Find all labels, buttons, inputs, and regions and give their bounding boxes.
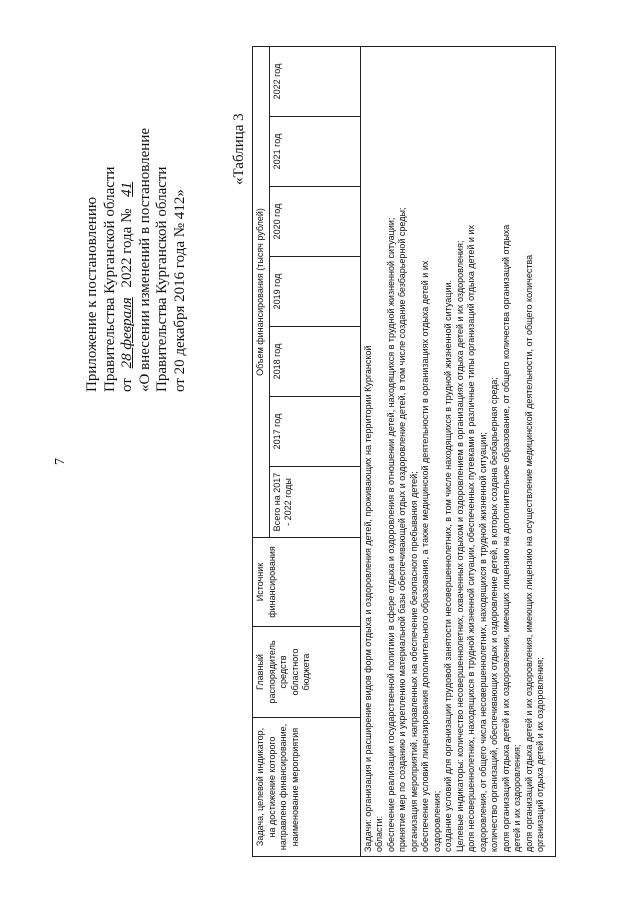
task-line: обеспечение условий лицензирования дополнительного образования, а также медицинской деятельности в организациях отдыха детей и их — [420, 260, 430, 852]
page-number: 7 — [53, 458, 68, 465]
task-line: Задачи: организация и расширение видов форм отдыха и оздоровления детей, проживающих на территории Курганской — [362, 345, 373, 852]
task-line: организация мероприятий, направленных на обеспечение безопасного пребывания детей; — [408, 471, 419, 852]
financing-table — [252, 46, 556, 857]
task-line: оздоровления, от общего числа несовершеннолетних, находящихся в трудной жизненной ситуации; — [477, 432, 488, 852]
header-year-2018: 2018 год — [269, 327, 360, 397]
appendix-line-5: Правительства Курганской области — [154, 166, 170, 392]
handwritten-date: 28 февраля — [119, 297, 135, 369]
header-source: Источник финансирования — [253, 538, 361, 627]
appendix-line-3 — [119, 62, 137, 392]
header-year-2020: 2020 год — [269, 187, 360, 257]
appendix-line-6: от 20 декабря 2016 года № 412» — [171, 189, 188, 392]
tasks-cell — [360, 47, 555, 857]
task-line: оздоровления; — [431, 790, 442, 852]
date-prefix: от — [119, 378, 135, 392]
header-year-2022: 2022 год — [269, 47, 360, 117]
date-year: 2022 года № — [119, 208, 135, 288]
task-line: доля организаций отдыха детей и их оздоровления, имеющих лицензию на осуществление медицинской деятельности, от общего количества — [523, 254, 534, 852]
task-line: организаций отдыха детей и их оздоровления; — [535, 657, 545, 852]
task-line: области: — [374, 815, 384, 852]
header-row-1 — [253, 47, 270, 857]
task-line: детей и их оздоровления; — [512, 744, 522, 852]
task-line: создание условий для организации трудовой занятости несовершеннолетних, в том числе находящихся в трудной жизненной ситуации. — [443, 279, 453, 852]
header-total: Всего на 2017 - 2022 годы — [269, 467, 360, 538]
task-line: доля несовершеннолетних, находящихся в трудной жизненной ситуации, обеспеченных путевками в различные типы организаций отдыха детей и их — [466, 225, 476, 852]
header-year-2021: 2021 год — [269, 117, 360, 187]
task-line: принятие мер по созданию и укреплению материальной базы обеспечивающей отдых и оздоровление детей, в том числе создание безбарьерной среды; — [397, 207, 407, 852]
header-year-2019: 2019 год — [269, 257, 360, 327]
appendix-line-2: Правительства Курганской области — [101, 166, 118, 392]
header-funding-volume: Объем финансирования (тысяч рублей) — [253, 47, 270, 538]
task-line: доля организаций отдыха детей и их оздоровления, имеющих лицензию на дополнительное образование, от общего количества организаций отдыха — [500, 224, 511, 852]
header-distributor: Главный распорядитель средств областного бюджета — [253, 627, 361, 718]
task-line: количество организаций, обеспечивающих отдых и оздоровление детей, в которых создана безбарьерная среда; — [489, 377, 499, 852]
appendix-header — [84, 62, 189, 392]
header-task: Задача, целевой индикатор, на достижение которого направлено финансирование, наименование мероприятия — [253, 718, 361, 857]
task-line: Целевые индикаторы: количество несовершеннолетних, охваченных отдыхом и оздоровлением в организациях отдыха детей и их оздоровления; — [454, 240, 465, 852]
appendix-line-1: Приложение к постановлению — [84, 196, 100, 392]
handwritten-number: 41 — [119, 181, 135, 197]
table-label: «Таблица 3 — [231, 113, 247, 185]
appendix-line-4: «О внесении изменений в постановление — [136, 127, 153, 392]
tasks-row — [360, 47, 555, 857]
task-line: обеспечение реализации государственной политики в сфере отдыха и оздоровления в отношении детей, находящихся в трудной жизненной ситуации; — [385, 217, 396, 852]
header-year-2017: 2017 год — [269, 397, 360, 467]
